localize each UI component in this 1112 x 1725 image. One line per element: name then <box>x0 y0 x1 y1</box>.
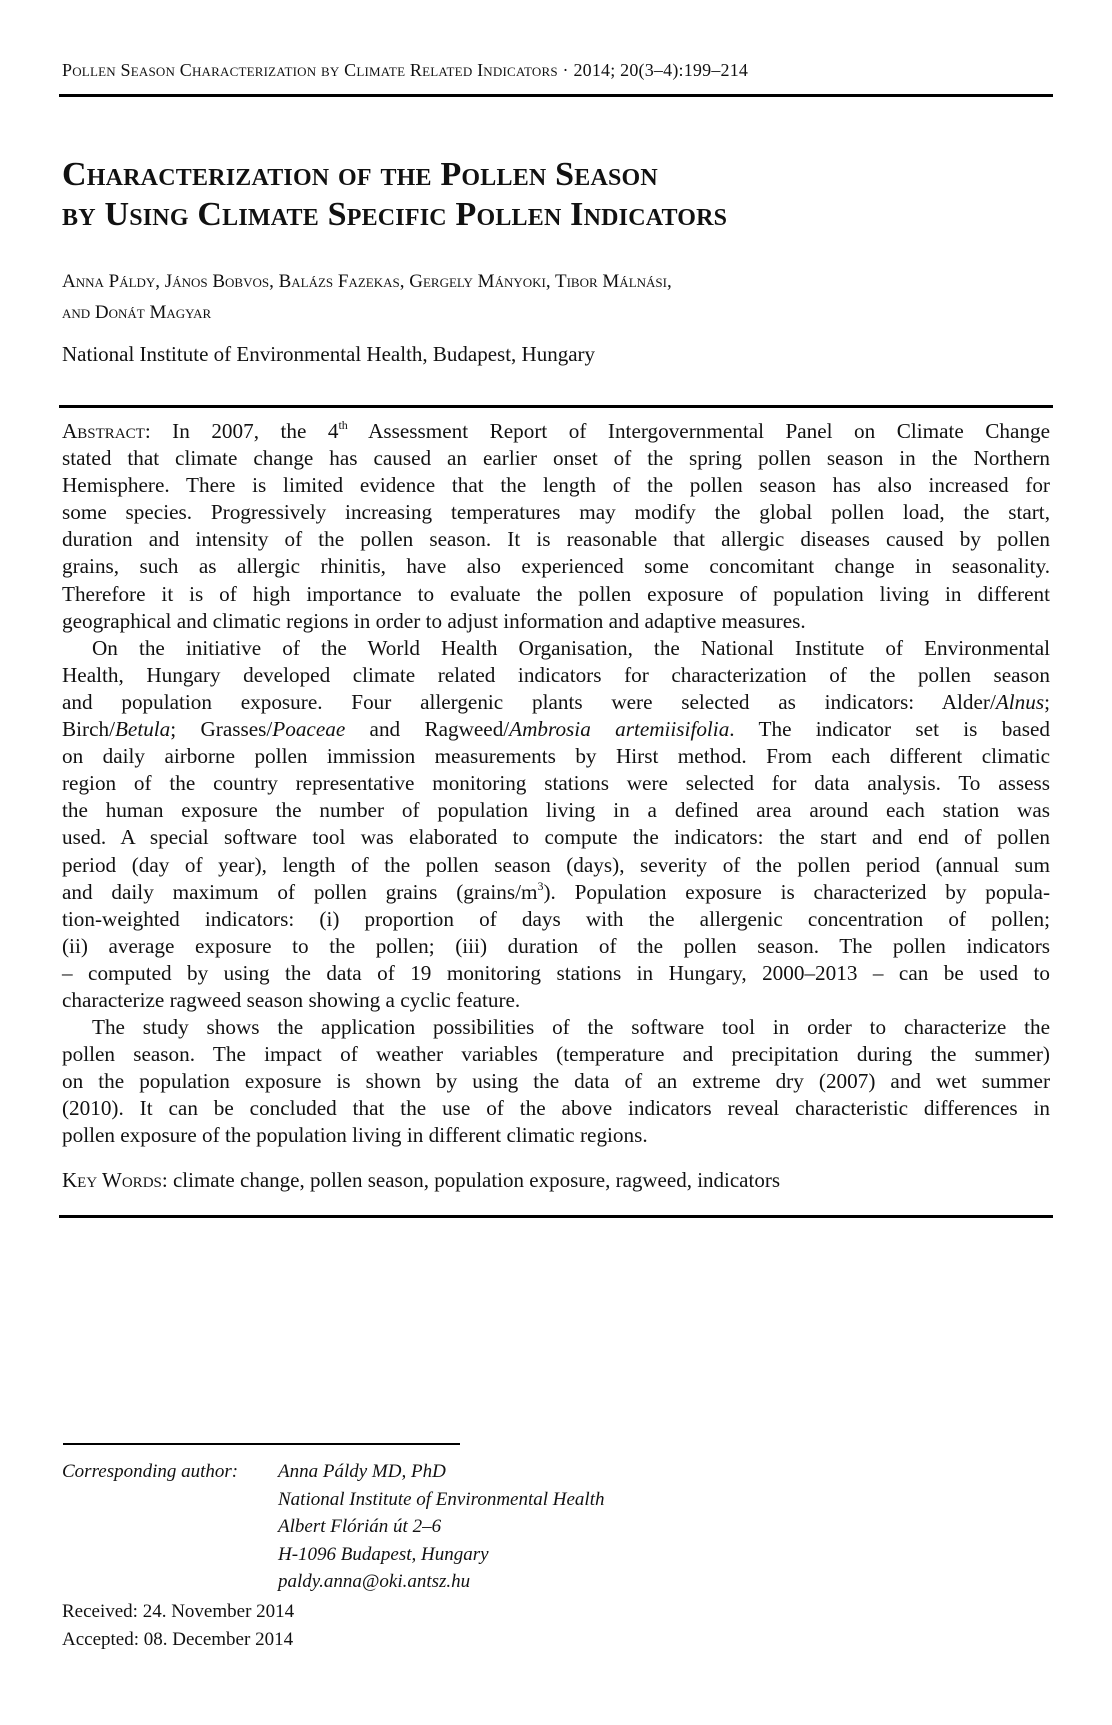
abstract-line: – computed by using the data of 19 monitoring stations in Hungary, 2000–2013 – can be used to <box>62 960 1050 985</box>
abstract-line: On the initiative of the World Health Organisation, the National Institute of Environmental <box>92 635 1050 660</box>
abstract-line: pollen exposure of the population living in different climatic regions. <box>62 1123 648 1148</box>
article-title <box>62 155 727 235</box>
abstract-line: Health, Hungary developed climate related indicators for characterization of the pollen season <box>62 662 1050 687</box>
city-address: H-1096 Budapest, Hungary <box>278 1543 489 1565</box>
corresponding-author <box>62 1458 605 1596</box>
abstract-line: tion-weighted indicators: (i) proportion of days with the allergenic concentration of pollen; <box>62 906 1050 931</box>
abstract-line: Therefore it is of high importance to evaluate the pollen exposure of population living in different <box>62 581 1050 606</box>
header-rule <box>59 94 1053 97</box>
abstract-line: used. A special software tool was elaborated to compute the indicators: the start and end of pollen <box>62 825 1050 850</box>
abstract-line: duration and intensity of the pollen season. It is reasonable that allergic diseases caused by pollen <box>62 527 1050 552</box>
abstract-line: Abstract: In 2007, the 4th Assessment Report of Intergovernmental Panel on Climate Change <box>62 418 1050 443</box>
article-dates <box>62 1598 294 1654</box>
abstract-line: characterize ragweed season showing a cyclic feature. <box>62 987 521 1012</box>
abstract-line: Hemisphere. There is limited evidence that the length of the pollen season has also increased for <box>62 473 1050 498</box>
keywords-label: Key Words: <box>62 1168 168 1192</box>
species-name: Ambrosia artemiisifolia <box>509 717 730 742</box>
street-address: Albert Flórián út 2–6 <box>278 1516 442 1537</box>
title-line-2: by Using Climate Specific Pollen Indicators <box>62 196 728 233</box>
author-name: Anna Páldy MD, PhD <box>278 1461 446 1482</box>
species-name: Alnus <box>995 689 1045 714</box>
abstract-bottom-rule <box>59 1215 1053 1218</box>
affiliation: National Institute of Environmental Health, Budapest, Hungary <box>62 342 596 366</box>
abstract-line: (2010). It can be concluded that the use of the above indicators reveal characteristic differences in <box>62 1096 1050 1121</box>
received-date: Received: 24. November 2014 <box>62 1601 295 1622</box>
abstract-line: the human exposure the number of population living in a defined area around each station was <box>62 798 1050 823</box>
running-head-title: Pollen Season Characterization by Climate Related Indicators <box>62 60 558 80</box>
abstract-line: some species. Progressively increasing temperatures may modify the global pollen load, the start, <box>62 500 1050 525</box>
abstract-line: and daily maximum of pollen grains $(grains/m^3)$. Population exposure is characterized by popula- <box>62 878 1050 904</box>
abstract-line: stated that climate change has caused an earlier onset of the spring pollen season in the Northern <box>62 446 1050 471</box>
keywords-text: climate change, pollen season, population exposure, ragweed, indicators <box>167 1168 781 1192</box>
species-name: Poaceae <box>272 717 346 742</box>
abstract <box>62 418 1050 1150</box>
abstract-line: The study shows the application possibilities of the software tool in order to characterize the <box>92 1015 1050 1040</box>
abstract-line: (ii) average exposure to the pollen; (iii) duration of the pollen season. The pollen indicators <box>62 933 1050 958</box>
species-name: Betula <box>114 717 171 742</box>
corresponding-author-label: Corresponding author: <box>62 1461 239 1482</box>
abstract-top-rule <box>59 405 1053 408</box>
running-head <box>62 60 748 81</box>
running-head-separator: · <box>557 60 574 80</box>
abstract-line: region of the country representative monitoring stations were selected for data analysis. To assess <box>62 771 1050 796</box>
abstract-line: geographical and climatic regions in order to adjust information and adaptive measures. <box>62 608 806 633</box>
abstract-line: on daily airborne pollen immission measurements by Hirst method. From each different climatic <box>62 744 1050 769</box>
title-line-1: Characterization of the Pollen Season <box>62 156 658 193</box>
abstract-line: on the population exposure is shown by using the data of an extreme dry (2007) and wet summer <box>62 1069 1050 1094</box>
abstract-line: period (day of year), length of the pollen season (days), severity of the pollen period (annual sum <box>62 852 1050 877</box>
institution: National Institute of Environmental Health <box>278 1488 605 1510</box>
abstract-line: pollen season. The impact of weather variables (temperature and precipitation during the summer) <box>62 1042 1050 1067</box>
keywords <box>62 1168 780 1193</box>
abstract-line: Birch/Betula; Grasses/Poaceae and Ragweed/Ambrosia artemiisifolia. The indicator set is based <box>62 717 1050 742</box>
abstract-line: grains, such as allergic rhinitis, have also experienced some concomitant change in seasonality. <box>62 554 1050 579</box>
authors-line-1: Anna Páldy, János Bobvos, Balázs Fazekas, Gergely Mányoki, Tibor Málnási, <box>62 271 672 292</box>
footnote-rule <box>63 1443 460 1445</box>
running-head-citation: 2014; 20(3–4):199–214 <box>573 60 749 80</box>
email-link[interactable]: paldy.anna@oki.antsz.hu <box>278 1571 471 1592</box>
accepted-date: Accepted: 08. December 2014 <box>62 1629 294 1650</box>
author-list <box>62 266 672 328</box>
abstract-label: Abstract: <box>62 419 151 443</box>
abstract-line: and population exposure. Four allergenic plants were selected as indicators: Alder/Alnus; <box>62 689 1050 714</box>
authors-line-2: and Donát Magyar <box>62 302 212 323</box>
